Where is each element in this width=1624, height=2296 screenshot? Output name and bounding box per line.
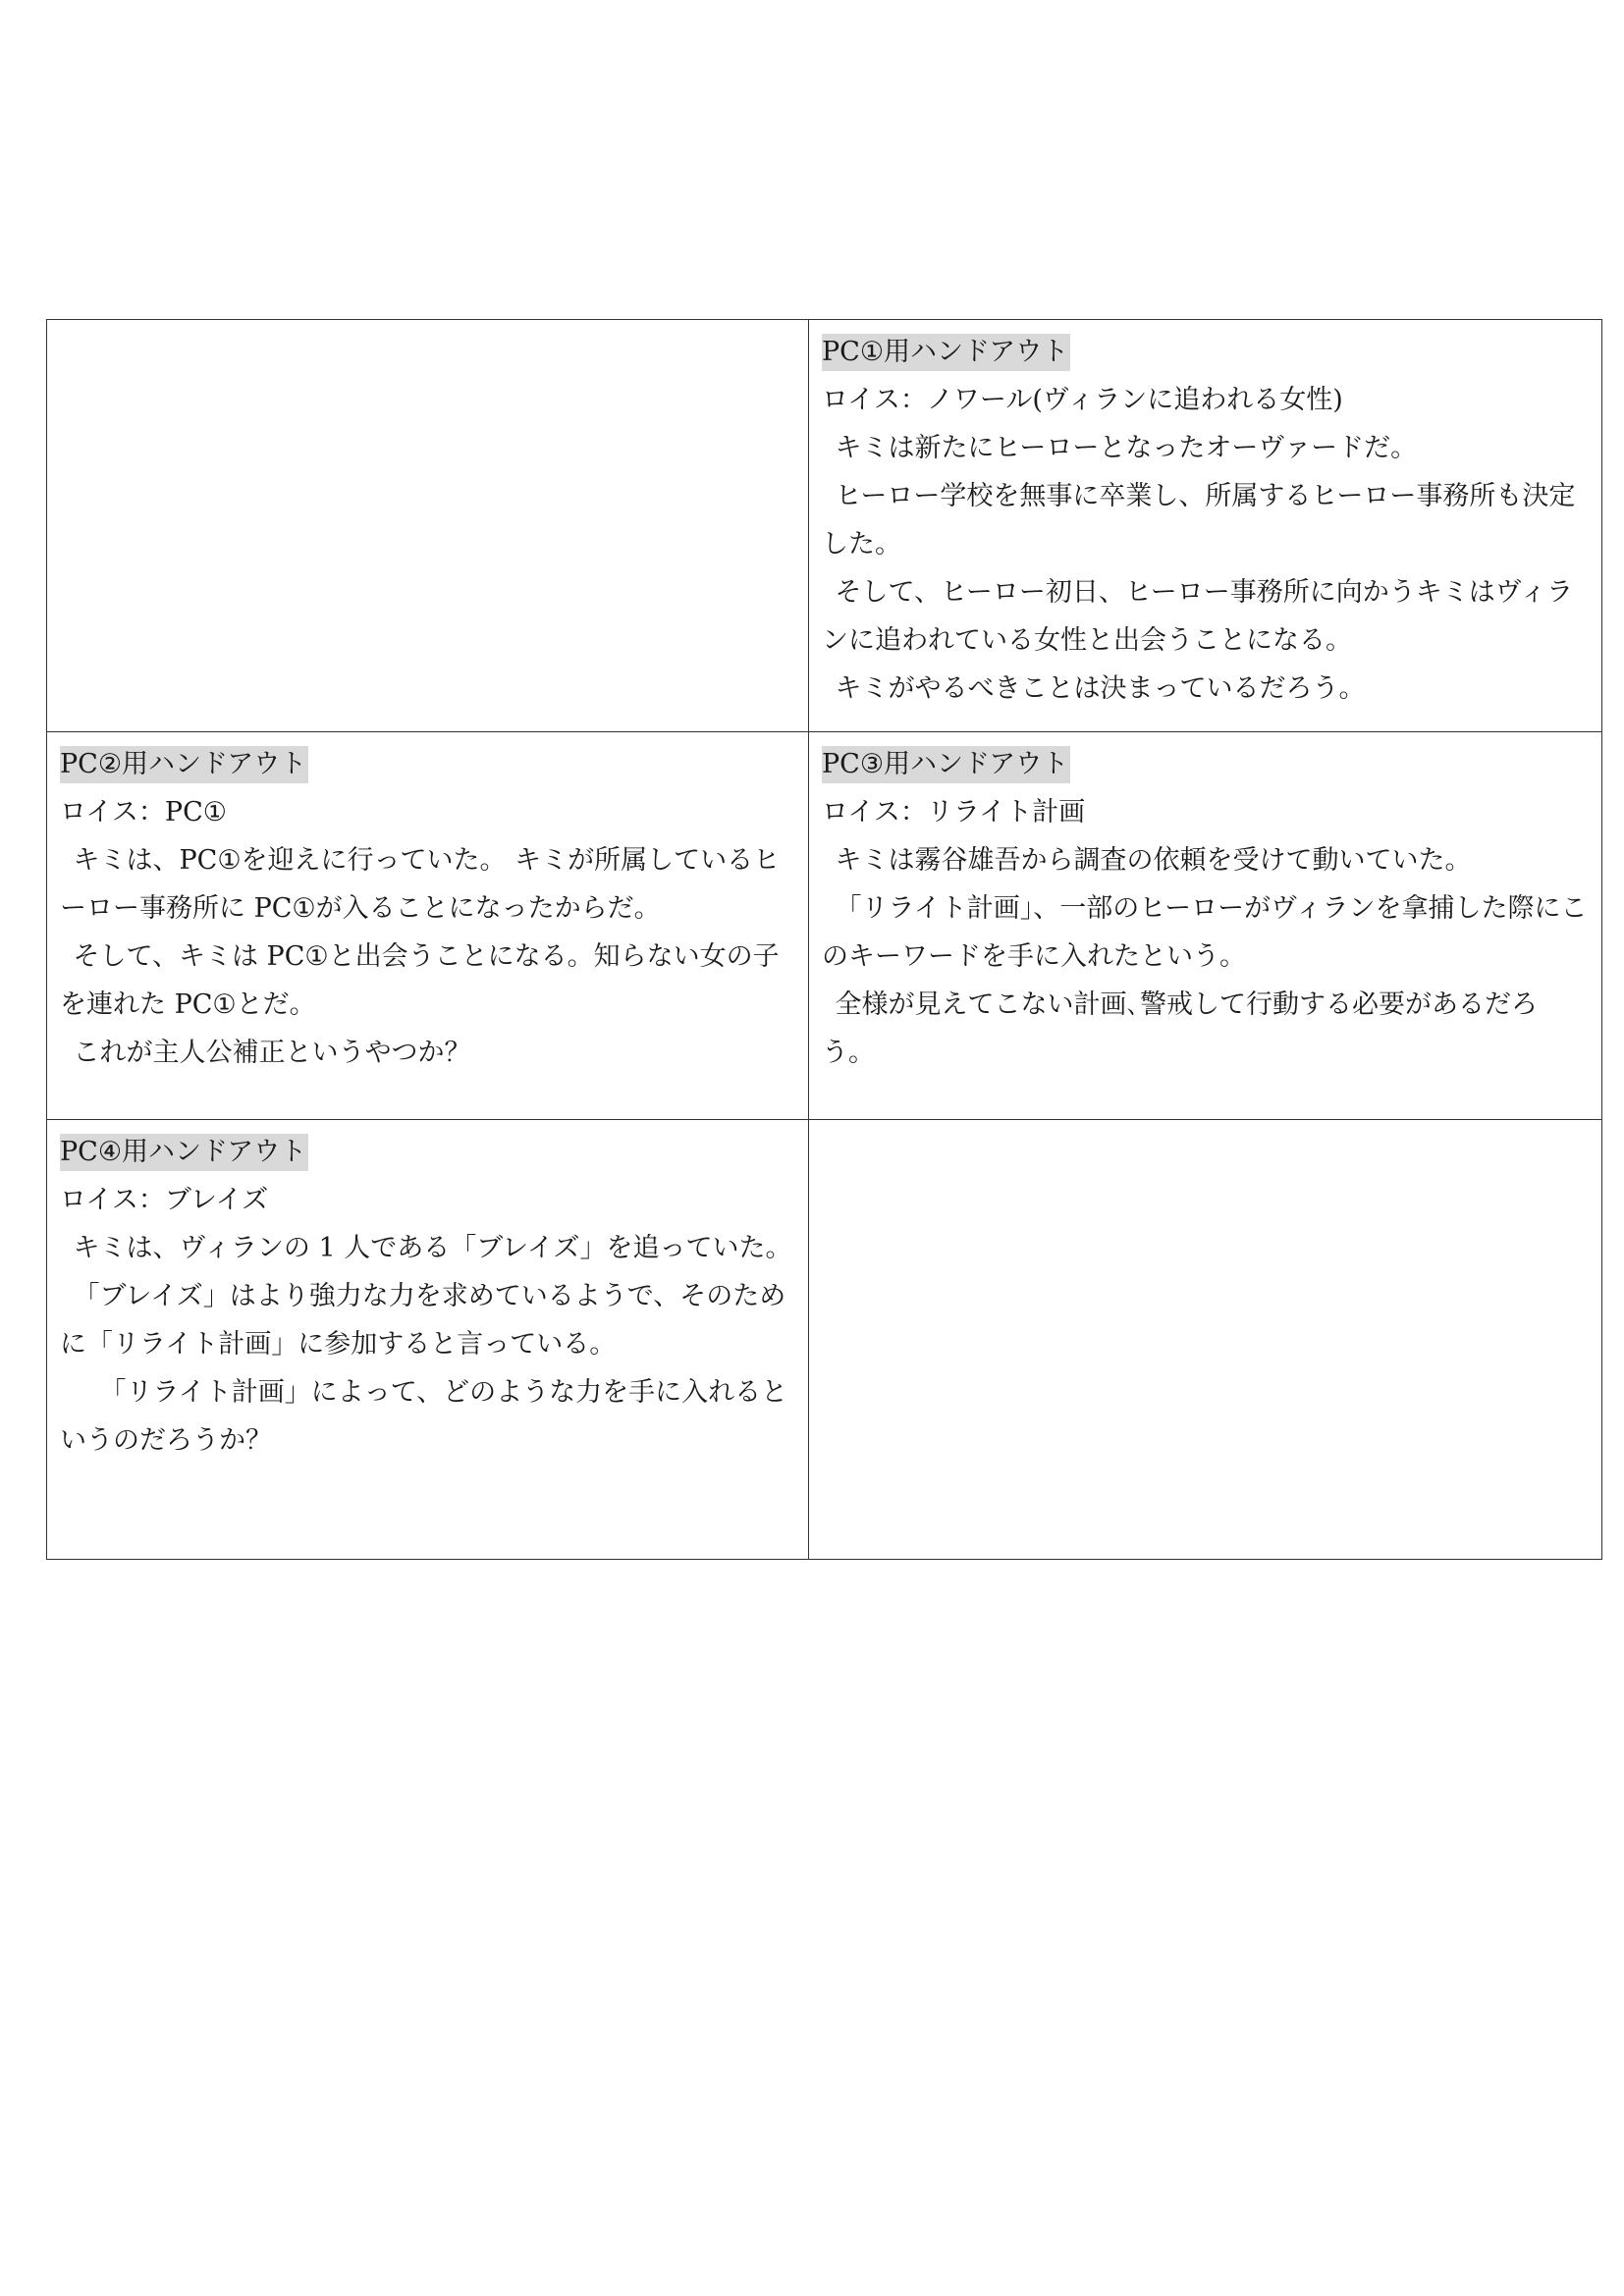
handout-title: PC①用ハンドアウト [822,334,1070,371]
handout-paragraph: キミは、ヴィランの 1 人である「ブレイズ」を追っていた。 [73,1232,792,1263]
table-row [47,1119,1602,1560]
handout-cell-pc2 [47,732,809,1119]
handout-table [46,319,1602,1560]
handout-paragraph: ヒーロー学校を無事に卒業し、所属するヒーロー事務所も決定した。 [822,481,1576,560]
handout-title: PC③用ハンドアウト [822,746,1070,783]
handout-paragraph: キミは、PC①を迎えに行っていた。 キミが所属しているヒーロー事務所に PC①が入ることになったからだ。 [60,845,781,925]
handout-paragraph: そして、キミは PC①と出会うことになる。知らない女の子を連れた PC①とだ。 [60,941,780,1021]
empty-cell-top-left [47,320,809,732]
handout-cell-pc4 [47,1119,809,1560]
lois-line: ロイス：リライト計画 [822,797,1086,828]
handout-paragraph: 全様が見えてこない計画､警戒して行動する必要があるだろう。 [822,989,1538,1069]
handout-cell-pc1 [809,320,1602,732]
handout-paragraph: 「ブレイズ」はより強力な力を求めているようで、そのために「リライト計画」に参加すると言っている。 [60,1280,786,1360]
handout-paragraph: そして、ヒーロー初日、ヒーロー事務所に向かうキミはヴィランに追われている女性と出会うことになる。 [822,577,1574,656]
table-row [47,320,1602,732]
handout-paragraph: 「リライト計画」によって、どのような力を手に入れるというのだろうか？ [60,1376,788,1456]
handout-paragraph: キミは新たにヒーローとなったオーヴァードだ。 [835,433,1418,463]
handout-paragraph: キミは霧谷雄吾から調査の依頼を受けて動いていた。 [835,845,1472,877]
handout-title: PC②用ハンドアウト [60,746,308,783]
handout-paragraph: これが主人公補正というやつか？ [73,1038,471,1069]
handout-paragraph: キミがやるべきことは決まっているだろう。 [835,673,1366,704]
handout-paragraph: 「リライト計画」、一部のヒーローがヴィランを拿捕した際にこのキーワードを手に入れたという。 [822,893,1588,973]
table-row [47,732,1602,1119]
handout-title: PC④用ハンドアウト [60,1134,308,1171]
lois-line: ロイス：PC① [60,797,227,828]
lois-line: ロイス：ノワール(ヴィランに追われる女性) [822,385,1343,415]
handout-cell-pc3 [809,732,1602,1119]
lois-line: ロイス：ブレイズ [60,1184,269,1215]
empty-cell-bottom-right [809,1119,1602,1560]
